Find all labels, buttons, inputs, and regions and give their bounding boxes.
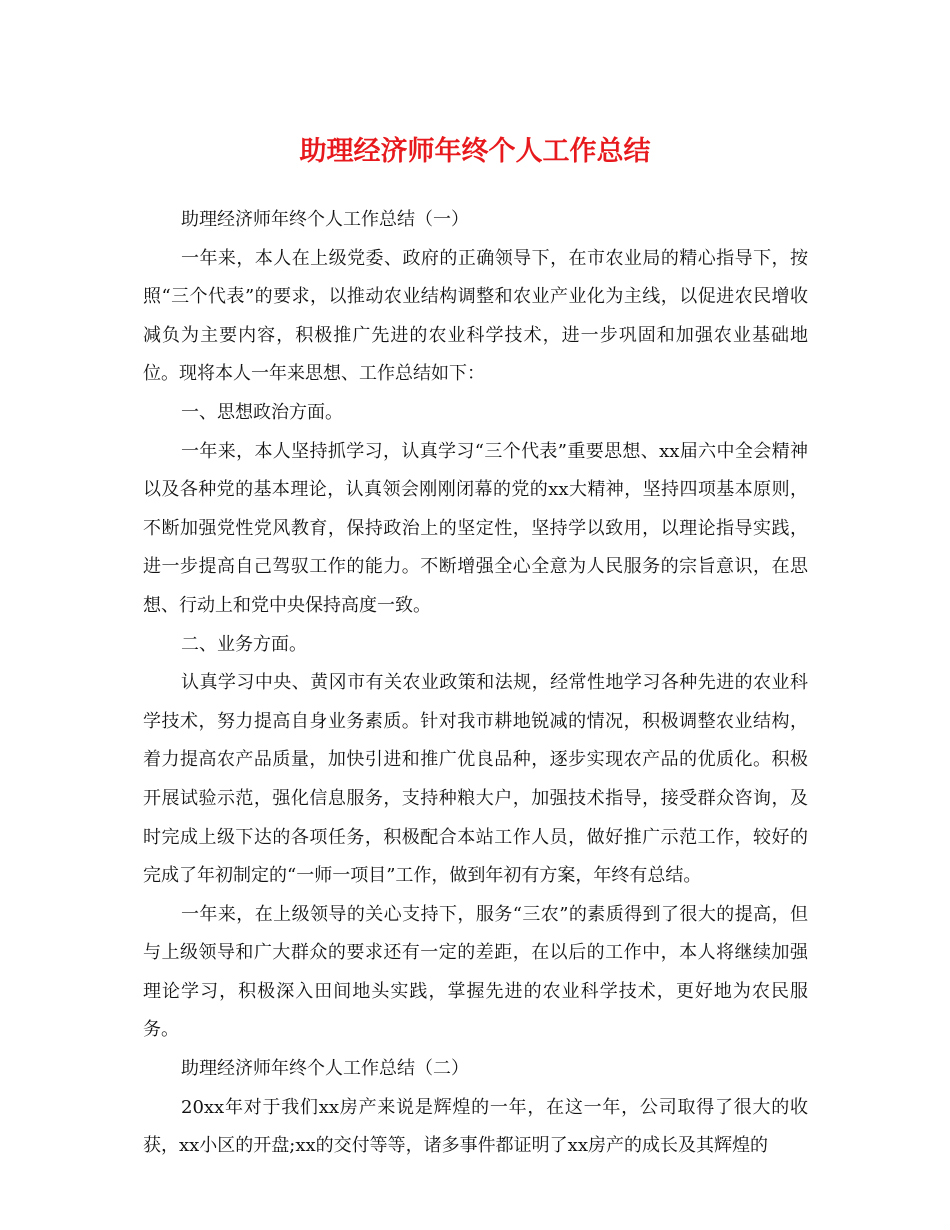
paragraph: 助理经济师年终个人工作总结（一）: [181, 209, 469, 230]
paragraph: 助理经济师年终个人工作总结（二）: [181, 1058, 469, 1080]
paragraph: 一年来，本人坚持抓学习，认真学习“三个代表”重要思想、xx届六中全会精神以及各种党的基本理论，认真领会刚刚闭幕的党的xx大精神，坚持四项基本原则，不断加强党性党风教育，保持政治上的坚定性，坚持学以致用，以理论指导实践，进一步提高自己驾驭工作的能力。不断增强全心全意为人民服务的宗旨意识，在思想、行动上和党中央保持高度一致。: [143, 440, 808, 616]
paragraph: 一年来，在上级领导的关心支持下，服务“三农”的素质得到了很大的提高，但与上级领导和广大群众的要求还有一定的差距，在以后的工作中，本人将继续加强理论学习，积极深入田间地头实践，掌握先进的农业科学技术，更好地为农民服务。: [143, 903, 808, 1041]
paragraph: 一、思想政治方面。: [181, 401, 343, 423]
document-title: 助理经济师年终个人工作总结: [299, 136, 651, 167]
paragraph: 认真学习中央、黄冈市有关农业政策和法规，经常性地学习各种先进的农业科学技术，努力提高自身业务素质。针对我市耕地锐减的情况，积极调整农业结构，着力提高农产品质量，加快引进和推广优良品种，逐步实现农产品的优质化。积极开展试验示范，强化信息服务，支持种粮大户，加强技术指导，接受群众咨询，及时完成上级下达的各项任务，积极配合本站工作人员，做好推广示范工作，较好的完成了年初制定的“一师一项目”工作，做到年初有方案，年终有总结。: [143, 672, 808, 887]
paragraph: 20xx年对于我们xx房产来说是辉煌的一年，在这一年，公司取得了很大的收获，xx小区的开盘;xx的交付等等，诸多事件都证明了xx房产的成长及其辉煌的: [143, 1096, 808, 1157]
document-body: [143, 201, 808, 1166]
paragraph: 二、业务方面。: [181, 633, 307, 655]
paragraph: 一年来，本人在上级党委、政府的正确领导下，在市农业局的精心指导下，按照“三个代表”的要求，以推动农业结构调整和农业产业化为主线，以促进农民增收减负为主要内容，积极推广先进的农业科学技术，进一步巩固和加强农业基础地位。现将本人一年来思想、工作总结如下：: [143, 247, 808, 385]
